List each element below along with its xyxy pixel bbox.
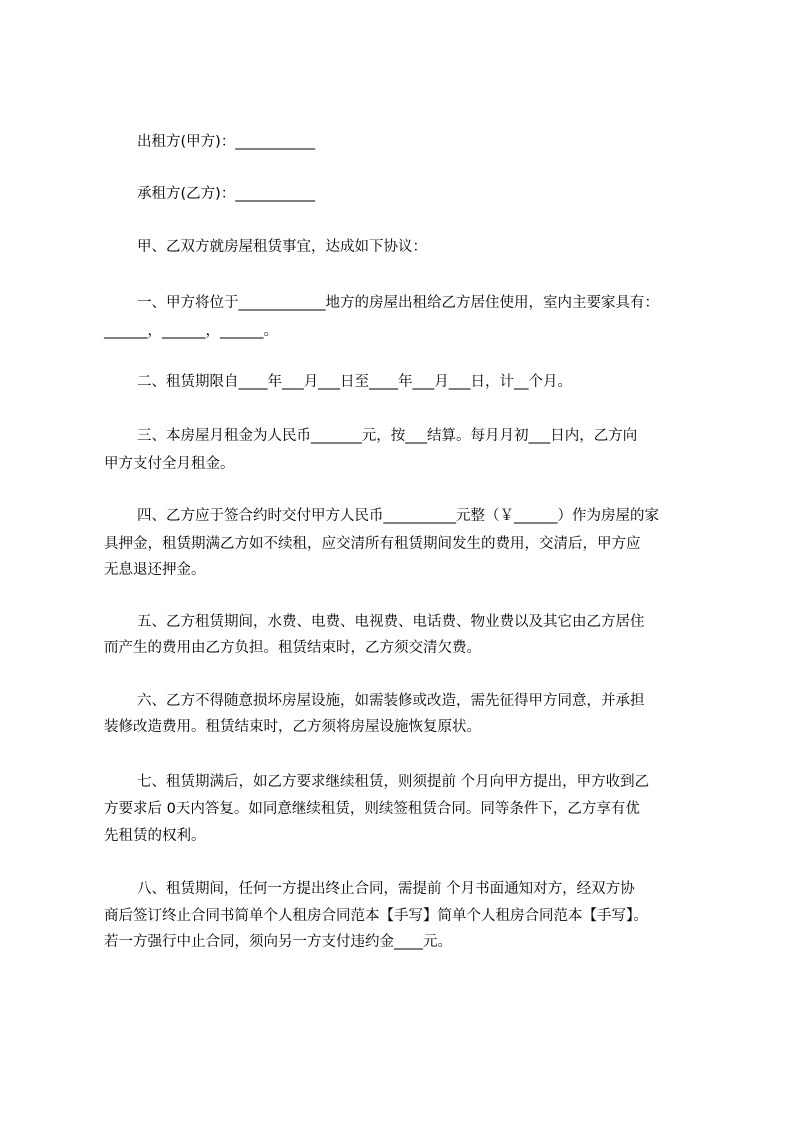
clause-6-line-2: 装修改造费用。租赁结束时，乙方须将房屋设施恢复原状。 — [104, 719, 481, 735]
clause-8-line-1: 八、租赁期间，任何一方提出终止合同，需提前 个月书面通知对方，经双方协 — [137, 881, 635, 897]
clause-5-line-1: 五、乙方租赁期间，水费、电费、电视费、电话费、物业费以及其它由乙方居住 — [137, 614, 645, 630]
lessor-line: 出租方(甲方)：___________ — [137, 134, 316, 150]
clause-1-line-2: ______，______，______。 — [104, 323, 278, 339]
clause-7-line-2: 方要求后 0天内答复。如同意继续租赁，则续签租赁合同。同等条件下，乙方享有优 — [104, 801, 640, 817]
lessee-line: 承租方(乙方)：___________ — [137, 186, 316, 202]
clause-7-line-1: 七、租赁期满后，如乙方要求继续租赁，则须提前 个月向甲方提出，甲方收到乙 — [137, 774, 650, 790]
clause-7-line-3: 先租赁的权利。 — [104, 828, 206, 844]
clause-8-line-3: 若一方强行中止合同，须向另一方支付违约金____元。 — [104, 934, 452, 950]
clause-3-line-1: 三、本房屋月租金为人民币_______元，按___结算。每月月初___日内，乙方向 — [137, 428, 638, 444]
clause-4-line-2: 具押金，租赁期满乙方如不续租，应交清所有租赁期间发生的费用，交清后，甲方应 — [104, 536, 641, 552]
clause-2-line-1: 二、租赁期限自____年___月___日至____年___月___日，计__个月。 — [137, 374, 572, 390]
clause-3-line-2: 甲方支付全月租金。 — [104, 456, 235, 472]
clause-5-line-2: 而产生的费用由乙方负担。租赁结束时，乙方须交清欠费。 — [104, 640, 481, 656]
clause-6-line-1: 六、乙方不得随意损坏房屋设施，如需装修或改造，需先征得甲方同意，并承担 — [137, 693, 645, 709]
clause-4-line-3: 无息退还押金。 — [104, 562, 206, 578]
clause-8-line-2: 商后签订终止合同书简单个人租房合同范本【手写】简单个人租房合同范本【手写】。 — [104, 908, 648, 924]
intro-line: 甲、乙双方就房屋租赁事宜，达成如下协议： — [137, 239, 427, 255]
clause-1-line-1: 一、甲方将位于____________地方的房屋出租给乙方居住使用，室内主要家具有： — [137, 295, 659, 311]
clause-4-line-1: 四、乙方应于签合约时交付甲方人民币__________元整（￥______）作为房屋的家 — [137, 508, 659, 524]
